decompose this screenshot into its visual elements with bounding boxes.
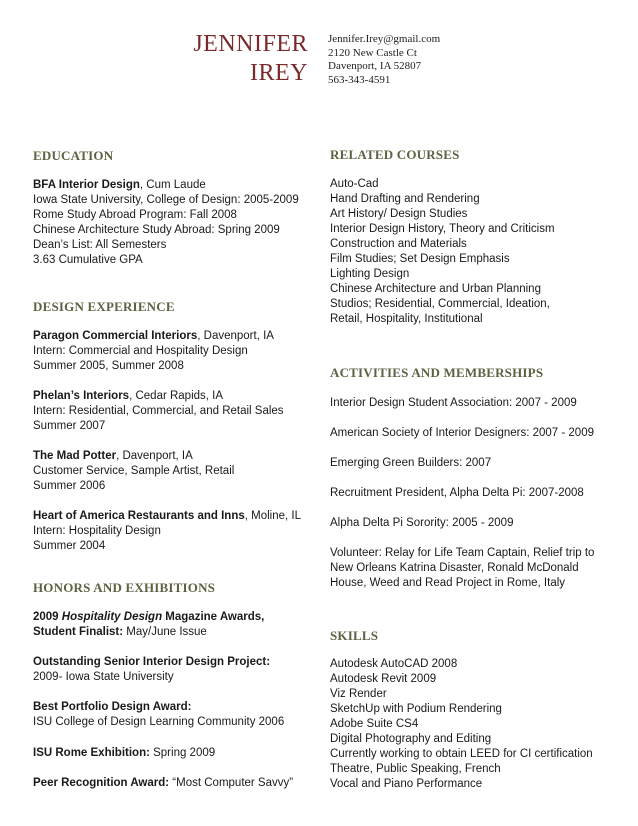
job-dates: Summer 2004 xyxy=(33,540,106,552)
skill-item: Viz Render xyxy=(330,688,387,700)
skills-heading: SKILLS xyxy=(330,628,379,643)
activities-heading: ACTIVITIES AND MEMBERSHIPS xyxy=(330,365,544,380)
course-item: Auto-Cad xyxy=(330,178,379,190)
job-dates: Summer 2005, Summer 2008 xyxy=(33,360,184,372)
education-line: Chinese Architecture Study Abroad: Spring 2009 xyxy=(33,224,280,236)
honor-subtitle: Student Finalist: xyxy=(33,626,124,638)
activity-item: American Society of Interior Designers: 2007 - 2009 xyxy=(330,427,594,439)
activity-item: Recruitment President, Alpha Delta Pi: 2007-2008 xyxy=(330,487,584,499)
education-heading: EDUCATION xyxy=(33,148,114,163)
job-name: The Mad Potter xyxy=(33,450,117,462)
education-section xyxy=(33,178,299,268)
job-role: Intern: Residential, Commercial, and Retail Sales xyxy=(33,405,284,417)
honor-detail: “Most Computer Savvy” xyxy=(169,777,294,789)
job-role: Intern: Hospitality Design xyxy=(33,525,161,537)
phone: 563-343-4591 xyxy=(328,73,391,86)
course-item: Studios; Residential, Commercial, Ideation, xyxy=(330,298,550,310)
volunteer-line: New Orleans Katrina Disaster, Ronald McDonald xyxy=(330,562,579,574)
job-entry xyxy=(33,389,284,434)
address-line-1: 2120 New Castle Ct xyxy=(328,46,417,59)
skill-item: SketchUp with Podium Rendering xyxy=(330,703,502,715)
skill-item: Theatre, Public Speaking, French xyxy=(330,763,501,775)
skill-item: Autodesk Revit 2009 xyxy=(330,673,437,685)
volunteer-line: House, Weed and Read Project in Rome, Italy xyxy=(330,577,566,589)
honor-title: Magazine Awards, xyxy=(162,611,265,623)
honor-year: 2009 xyxy=(33,611,62,623)
honor-detail: May/June Issue xyxy=(123,626,207,638)
job-role: Intern: Commercial and Hospitality Design xyxy=(33,345,248,357)
activity-item: Alpha Delta Pi Sorority: 2005 - 2009 xyxy=(330,517,514,529)
contact-info xyxy=(328,33,440,87)
skill-item: Vocal and Piano Performance xyxy=(330,778,483,790)
job-place: , Cedar Rapids, IA xyxy=(129,390,224,402)
related-courses-list xyxy=(330,177,555,327)
address-line-2: Davenport, IA 52807 xyxy=(328,60,422,72)
skills-list xyxy=(330,657,593,792)
job-place: , Moline, IL xyxy=(244,510,301,522)
skill-item: Autodesk AutoCAD 2008 xyxy=(330,658,458,670)
first-name: JENNIFER xyxy=(193,31,308,57)
job-entry xyxy=(33,509,301,554)
course-item: Film Studies; Set Design Emphasis xyxy=(330,253,510,265)
course-item: Construction and Materials xyxy=(330,238,467,250)
skill-item: Currently working to obtain LEED for CI certification xyxy=(330,748,593,760)
job-name: Paragon Commercial Interiors xyxy=(33,330,198,342)
job-name: Phelan’s Interiors xyxy=(33,390,130,402)
honor-detail: Spring 2009 xyxy=(149,747,216,759)
course-item: Art History/ Design Studies xyxy=(330,208,468,220)
honor-title: Best Portfolio Design Award: xyxy=(33,701,192,713)
job-entry xyxy=(33,329,274,374)
design-experience-heading: DESIGN EXPERIENCE xyxy=(33,299,175,314)
degree-line xyxy=(33,178,299,193)
honors-heading: HONORS AND EXHIBITIONS xyxy=(33,580,216,595)
job-place: , Davenport, IA xyxy=(116,450,193,462)
course-item: Interior Design History, Theory and Criticism xyxy=(330,223,555,235)
honor-item xyxy=(33,700,284,730)
honor-title: Peer Recognition Award: xyxy=(33,777,170,789)
honor-item xyxy=(33,776,293,791)
skill-item: Adobe Suite CS4 xyxy=(330,718,419,730)
honor-item xyxy=(33,655,270,685)
education-line: Rome Study Abroad Program: Fall 2008 xyxy=(33,209,237,221)
education-line: Dean’s List: All Semesters xyxy=(33,239,167,251)
activity-item: Emerging Green Builders: 2007 xyxy=(330,457,492,469)
volunteer-item xyxy=(330,546,594,591)
honor-title: Outstanding Senior Interior Design Project: xyxy=(33,656,271,668)
honor-item xyxy=(33,610,264,640)
course-item: Hand Drafting and Rendering xyxy=(330,193,480,205)
job-entry xyxy=(33,449,234,494)
education-line: 3.63 Cumulative GPA xyxy=(33,254,143,266)
resume-name xyxy=(150,30,308,88)
course-item: Retail, Hospitality, Institutional xyxy=(330,313,483,325)
course-item: Lighting Design xyxy=(330,268,410,280)
honor-detail: 2009- Iowa State University xyxy=(33,671,174,683)
magazine-name: Hospitality Design xyxy=(61,611,163,623)
email: Jennifer.Irey@gmail.com xyxy=(328,33,441,45)
honor-detail: ISU College of Design Learning Community 2006 xyxy=(33,716,285,728)
course-item: Chinese Architecture and Urban Planning xyxy=(330,283,541,295)
honor-title: ISU Rome Exhibition: xyxy=(33,747,150,759)
job-place: , Davenport, IA xyxy=(197,330,274,342)
last-name: IREY xyxy=(250,60,308,86)
related-courses-heading: RELATED COURSES xyxy=(330,147,460,162)
degree: BFA Interior Design xyxy=(33,179,140,191)
job-role: Customer Service, Sample Artist, Retail xyxy=(33,465,235,477)
job-dates: Summer 2007 xyxy=(33,420,106,432)
job-dates: Summer 2006 xyxy=(33,480,106,492)
honor-item xyxy=(33,746,215,761)
volunteer-line: Volunteer: Relay for Life Team Captain, Relief trip to xyxy=(330,547,595,559)
skill-item: Digital Photography and Editing xyxy=(330,733,492,745)
job-name: Heart of America Restaurants and Inns xyxy=(33,510,245,522)
activity-item: Interior Design Student Association: 2007 - 2009 xyxy=(330,397,577,409)
education-line: Iowa State University, College of Design: 2005-2009 xyxy=(33,194,299,206)
degree-honor: , Cum Laude xyxy=(139,179,206,191)
